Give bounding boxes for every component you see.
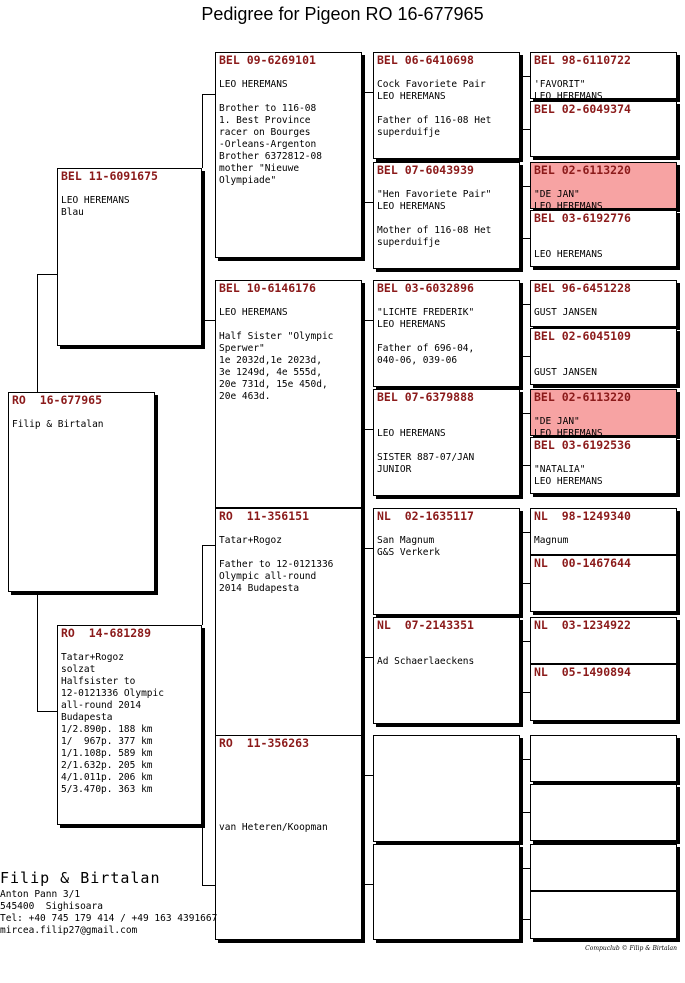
card-spacer [531, 452, 676, 464]
card-spacer [531, 177, 676, 189]
card-text-line: LEO HEREMANS [534, 201, 603, 209]
card-text-line: G&S Verkerk [377, 547, 440, 558]
card-spacer [531, 737, 676, 749]
connector-line [202, 545, 215, 546]
card-text-line: all-round 2014 [61, 700, 142, 711]
card-spacer [531, 523, 676, 535]
ring-number: BEL 06-6410698 [377, 53, 474, 67]
card-text-line: superduifje [377, 127, 440, 138]
card-text-line [374, 213, 519, 225]
card-text-line: LEO HEREMANS [219, 307, 288, 318]
card-text-line: Sperwer" [219, 343, 265, 354]
card-text-line [216, 786, 361, 798]
card-spacer [216, 295, 361, 307]
page-title: Pedigree for Pigeon RO 16-677965 [201, 4, 484, 24]
pigeon-card-gen5-9 [530, 508, 677, 555]
card-spacer [531, 679, 676, 691]
card-text-line: 2/1.632p. 205 km [61, 760, 153, 771]
connector-line [521, 759, 522, 812]
pigeon-card-gen3-2 [215, 280, 362, 508]
card-text-line: mother "Nieuwe [219, 163, 300, 174]
connector-line [521, 465, 530, 466]
pigeon-card-gen5-14 [530, 784, 677, 841]
connector-line [521, 186, 530, 187]
owner-address-city: 545400 Sighisoara [0, 901, 103, 912]
pigeon-card-gen5-10 [530, 555, 677, 612]
card-spacer [531, 893, 676, 905]
connector-line [521, 583, 530, 584]
card-text-line: Father of 696-04, [377, 343, 475, 354]
card-spacer [216, 523, 361, 535]
pigeon-card-gen3-1 [215, 52, 362, 258]
ring-number: NL 03-1234922 [534, 618, 631, 632]
ring-number: NL 98-1249340 [534, 509, 631, 523]
pigeon-card-gen5-16 [530, 891, 677, 939]
card-text-line: solzat [61, 664, 96, 675]
ring-number: RO 16-677965 [12, 393, 103, 407]
connector-line [521, 868, 522, 919]
card-text-line: Brother to 116-08 [219, 103, 317, 114]
card-text-line: Blau [61, 207, 84, 218]
card-text-line: "Hen Favoriete Pair" [377, 189, 492, 200]
connector-line [37, 711, 58, 712]
card-text-line: Olympic all-round [219, 571, 317, 582]
card-text-line: 12-0121336 Olympic [61, 688, 164, 699]
card-text-line: -Orleans-Argenton [219, 139, 317, 150]
pigeon-card-gen1-1 [8, 392, 155, 592]
pigeon-card-gen4-5 [373, 508, 520, 615]
card-text-line [374, 440, 519, 452]
card-text-line: 1e 2032d,1e 2023d, [219, 355, 322, 366]
card-text-line: SISTER 887-07/JAN [377, 452, 475, 463]
card-text-line: LEO HEREMANS [534, 476, 603, 487]
card-text-line: Father of 116-08 Het [377, 115, 492, 126]
card-text-line: LEO HEREMANS [534, 91, 603, 99]
card-text-line [216, 91, 361, 103]
card-text-line: "DE JAN" [534, 416, 580, 427]
card-spacer [216, 67, 361, 79]
connector-line [362, 92, 373, 93]
connector-line [521, 413, 530, 414]
card-text-line: LEO HEREMANS [534, 249, 603, 260]
card-text-line [531, 237, 676, 249]
connector-line [202, 94, 215, 95]
card-text-line: 1/ 967p. 377 km [61, 736, 153, 747]
connector-line [362, 884, 373, 885]
connector-line [521, 641, 530, 642]
ring-number: BEL 02-6049374 [534, 102, 631, 116]
connector-line [362, 429, 373, 430]
card-spacer [531, 404, 676, 416]
card-text-line: LEO HEREMANS [377, 91, 446, 102]
card-text-line: Cock Favoriete Pair [377, 79, 486, 90]
owner-name: Filip & Birtalan [0, 869, 161, 887]
card-spacer [374, 404, 519, 416]
card-text-line [216, 319, 361, 331]
card-text-line [216, 762, 361, 774]
card-text-line: "NATALIA" [534, 464, 586, 475]
card-spacer [374, 523, 519, 535]
card-text-line: JUNIOR [377, 464, 412, 475]
card-text-line: 20e 731d, 15e 450d, [219, 379, 328, 390]
ring-number: BEL 10-6146176 [219, 281, 316, 295]
card-text-line: 040-06, 039-06 [377, 355, 458, 366]
card-text-line: Father to 12-0121336 [219, 559, 334, 570]
card-text-line: 2014 Budapesta [219, 583, 300, 594]
pigeon-card-gen4-4 [373, 389, 520, 496]
card-spacer [531, 343, 676, 355]
card-text-line: Mother of 116-08 Het [377, 225, 492, 236]
card-text-line: GUST JANSEN [534, 367, 597, 378]
connector-line [521, 532, 522, 583]
pigeon-card-gen5-3 [530, 162, 677, 209]
card-spacer [374, 632, 519, 644]
card-spacer [374, 737, 519, 749]
connector-line [362, 548, 373, 549]
pigeon-card-gen5-5 [530, 280, 677, 327]
pigeon-card-gen2-2 [57, 625, 202, 825]
pigeon-card-gen3-3 [215, 508, 362, 736]
connector-line [521, 129, 530, 130]
card-text-line: Budapesta [61, 712, 113, 723]
ring-number: BEL 07-6043939 [377, 163, 474, 177]
ring-number: BEL 02-6113220 [534, 390, 631, 404]
footer-credit: Compuclub © Filip & Birtalan [585, 945, 677, 952]
card-spacer [374, 295, 519, 307]
ring-number: BEL 02-6045109 [534, 329, 631, 343]
pigeon-card-gen5-6 [530, 328, 677, 385]
connector-line [202, 320, 215, 321]
card-text-line [374, 103, 519, 115]
owner-email: mircea.filip27@gmail.com [0, 925, 138, 936]
card-text-line: 3e 1249d, 4e 555d, [219, 367, 322, 378]
card-text-line [374, 644, 519, 656]
card-text-line: LEO HEREMANS [377, 319, 446, 330]
connector-line [202, 94, 203, 168]
card-text-line [216, 547, 361, 559]
ring-number: RO 14-681289 [61, 626, 152, 640]
card-spacer [531, 786, 676, 798]
ring-number: BEL 03-6192536 [534, 438, 631, 452]
ring-number: BEL 96-6451228 [534, 281, 631, 295]
card-text-line [216, 810, 361, 822]
card-text-line: 4/1.011p. 206 km [61, 772, 153, 783]
ring-number: NL 00-1467644 [534, 556, 631, 570]
card-text-line: LEO HEREMANS [377, 201, 446, 212]
ring-number: RO 11-356263 [219, 736, 310, 750]
pigeon-card-gen5-2 [530, 101, 677, 157]
ring-number: BEL 02-6113220 [534, 163, 631, 177]
connector-line [362, 775, 373, 776]
ring-number: NL 02-1635117 [377, 509, 474, 523]
connector-line [521, 76, 522, 129]
card-text-line: Magnum [534, 535, 569, 546]
card-text-line: 1/2.890p. 188 km [61, 724, 153, 735]
ring-number: RO 11-356151 [219, 509, 310, 523]
card-text-line: Half Sister "Olympic [219, 331, 334, 342]
pigeon-card-gen5-11 [530, 617, 677, 664]
connector-line [202, 545, 203, 625]
card-text-line: LEO HEREMANS [534, 428, 603, 436]
card-text-line: Halfsister to [61, 676, 136, 687]
card-text-line: San Magnum [377, 535, 435, 546]
card-text-line [531, 355, 676, 367]
card-text-line: 'FAVORIT" [534, 79, 586, 90]
card-text-line: Olympiade" [219, 175, 277, 186]
card-spacer [58, 640, 201, 652]
card-text-line: GUST JANSEN [534, 307, 597, 318]
card-text-line [216, 798, 361, 810]
card-text-line: Tatar+Rogoz [219, 535, 282, 546]
owner-phone: Tel: +40 745 179 414 / +49 163 4391667 [0, 913, 218, 924]
card-text-line: LEO HEREMANS [61, 195, 130, 206]
connector-line [521, 868, 530, 869]
card-spacer [216, 750, 361, 762]
connector-line [362, 202, 373, 203]
card-text-line [374, 331, 519, 343]
connector-line [521, 304, 522, 356]
connector-line [521, 812, 530, 813]
card-spacer [58, 183, 201, 195]
card-text-line: 5/3.470p. 363 km [61, 784, 153, 795]
card-text-line [216, 774, 361, 786]
card-text-line: LEO HEREMANS [219, 79, 288, 90]
connector-line [521, 413, 522, 465]
pigeon-card-gen4-3 [373, 280, 520, 387]
card-text-line: Filip & Birtalan [12, 419, 104, 430]
pigeon-card-gen5-1 [530, 52, 677, 99]
ring-number: NL 07-2143351 [377, 618, 474, 632]
pigeon-card-gen4-2 [373, 162, 520, 269]
card-spacer [374, 67, 519, 79]
ring-number: BEL 03-6032896 [377, 281, 474, 295]
pigeon-card-gen5-13 [530, 735, 677, 782]
pigeon-card-gen5-15 [530, 844, 677, 891]
card-text-line: LEO HEREMANS [377, 428, 446, 439]
ring-number: NL 05-1490894 [534, 665, 631, 679]
card-spacer [531, 225, 676, 237]
card-spacer [531, 632, 676, 644]
connector-line [521, 692, 530, 693]
connector-line [202, 885, 215, 886]
card-spacer [374, 177, 519, 189]
connector-line [362, 320, 373, 321]
connector-line [521, 186, 522, 238]
card-text-line [374, 416, 519, 428]
pigeon-card-gen5-8 [530, 437, 677, 494]
card-text-line: Brother 6372812-08 [219, 151, 322, 162]
card-spacer [531, 570, 676, 582]
connector-line [521, 356, 530, 357]
card-text-line: 1. Best Province [219, 115, 311, 126]
card-text-line: "LICHTE FREDERIK" [377, 307, 475, 318]
connector-line [521, 238, 530, 239]
card-text-line: "DE JAN" [534, 189, 580, 200]
ring-number: BEL 03-6192776 [534, 211, 631, 225]
connector-line [362, 657, 373, 658]
card-text-line: 1/1.108p. 589 km [61, 748, 153, 759]
connector-line [521, 304, 530, 305]
card-spacer [9, 407, 154, 419]
pigeon-card-gen3-4 [215, 735, 362, 940]
card-spacer [531, 67, 676, 79]
card-text-line: Tatar+Rogoz [61, 652, 124, 663]
connector-line [521, 759, 530, 760]
card-text-line: Ad Schaerlaeckens [377, 656, 475, 667]
ring-number: BEL 98-6110722 [534, 53, 631, 67]
pigeon-card-gen4-6 [373, 617, 520, 724]
pigeon-card-gen2-1 [57, 168, 202, 346]
ring-number: BEL 07-6379888 [377, 390, 474, 404]
pigeon-card-gen5-12 [530, 664, 677, 721]
connector-line [521, 919, 530, 920]
card-text-line: racer on Bourges [219, 127, 311, 138]
card-spacer [531, 846, 676, 858]
pigeon-card-gen5-7 [530, 389, 677, 436]
connector-line [202, 825, 203, 885]
ring-number: BEL 11-6091675 [61, 169, 158, 183]
card-text-line: superduifje [377, 237, 440, 248]
pigeon-card-gen4-7 [373, 735, 520, 842]
ring-number: BEL 09-6269101 [219, 53, 316, 67]
card-text-line: 20e 463d. [219, 391, 271, 402]
connector-line [202, 320, 203, 340]
connector-line [37, 592, 38, 712]
card-spacer [531, 116, 676, 128]
card-text-line: van Heteren/Koopman [219, 822, 328, 833]
connector-line [521, 532, 530, 533]
connector-line [37, 274, 58, 275]
connector-line [521, 641, 522, 692]
pigeon-card-gen4-8 [373, 844, 520, 940]
connector-line [37, 274, 38, 392]
card-spacer [374, 846, 519, 858]
connector-line [521, 76, 530, 77]
owner-address-street: Anton Pann 3/1 [0, 889, 81, 900]
pigeon-card-gen4-1 [373, 52, 520, 159]
pigeon-card-gen5-4 [530, 210, 677, 267]
card-spacer [531, 295, 676, 307]
